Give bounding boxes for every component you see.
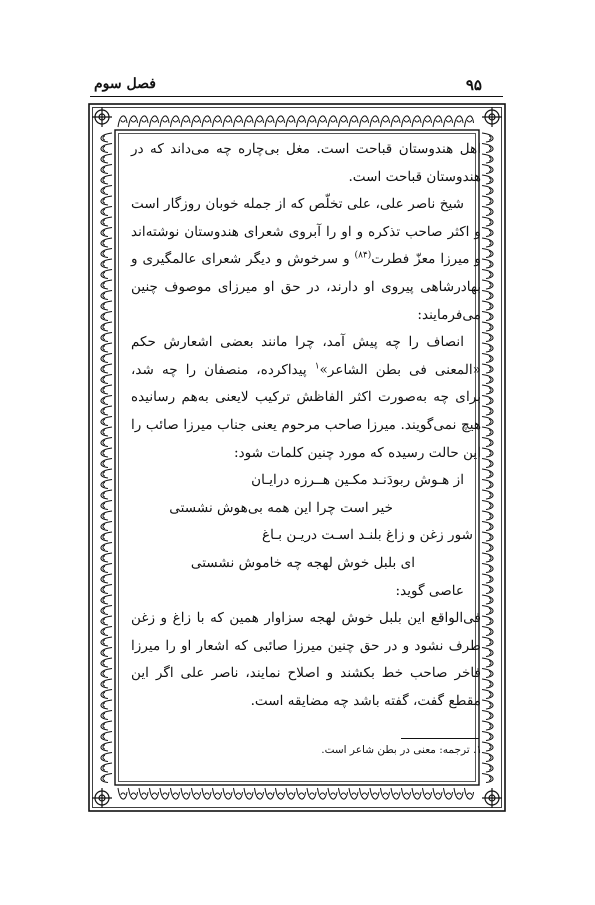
border-ornament (370, 788, 379, 799)
border-ornament (482, 606, 493, 615)
border-ornament (101, 301, 112, 310)
border-ornament (101, 427, 112, 436)
border-ornament (92, 788, 112, 808)
border-ornament (328, 788, 337, 799)
border-ornament (118, 788, 127, 799)
border-ornament (101, 532, 112, 541)
border-ornament (101, 774, 112, 783)
border-ornament (223, 788, 232, 799)
border-ornament (101, 511, 112, 520)
border-ornament (482, 364, 493, 373)
border-ornament (101, 438, 112, 447)
border-ornament (307, 116, 316, 127)
border-ornament (181, 788, 190, 799)
paragraph-3-head: انصاف را چه پیش آمد، چرا مانند بعضی اشعارش حکم «المعنی فی بطن الشاعر» (131, 334, 482, 378)
border-ornament (101, 459, 112, 468)
border-ornament (101, 711, 112, 720)
border-ornament (482, 669, 493, 678)
border-ornament (360, 788, 369, 799)
border-ornament (101, 175, 112, 184)
border-ornament (101, 165, 112, 174)
border-ornament (482, 637, 493, 646)
border-ornament (213, 116, 222, 127)
border-ornament (482, 480, 493, 489)
border-ornament (360, 116, 369, 127)
border-ornament (101, 742, 112, 751)
border-ornament (391, 788, 400, 799)
border-ornament (482, 291, 493, 300)
paragraph-2-text: شیخ ناصر علی، علی تخلّص که از جمله خوبان روزگار است و اکثر صاحب تذکره و او را آبروی شعرای هندوستان نوشته‌اند و میرزا معزّ فطرت (131, 196, 481, 268)
border-ornament (482, 553, 493, 562)
border-ornament (482, 753, 493, 762)
border-ornament (482, 312, 493, 321)
border-ornament (482, 711, 493, 720)
border-ornament (482, 354, 493, 363)
border-ornament (101, 501, 112, 510)
border-ornament (276, 116, 285, 127)
border-ornament (286, 788, 295, 799)
border-ornament (465, 116, 474, 127)
border-ornament (482, 679, 493, 688)
border-ornament (482, 301, 493, 310)
border-ornament (213, 788, 222, 799)
border-ornament (339, 788, 348, 799)
border-ornament (160, 116, 169, 127)
border-ornament (482, 343, 493, 352)
border-ornament (482, 133, 493, 142)
border-ornament (482, 280, 493, 289)
border-ornament (423, 116, 432, 127)
border-ornament (101, 690, 112, 699)
border-ornament (101, 648, 112, 657)
border-ornament (223, 116, 232, 127)
border-ornament (482, 175, 493, 184)
border-ornament (482, 501, 493, 510)
border-ornament (101, 669, 112, 678)
border-ornament (482, 259, 493, 268)
border-ornament (482, 574, 493, 583)
border-ornament (482, 448, 493, 457)
border-ornament (234, 788, 243, 799)
border-ornament (482, 154, 493, 163)
border-ornament (101, 133, 112, 142)
border-ornament (482, 322, 493, 331)
border-ornament (101, 385, 112, 394)
footnote: ۱. ترجمه: معنی در بطن شاعر است. (321, 744, 482, 756)
border-ornament (482, 522, 493, 531)
border-ornament (482, 406, 493, 415)
border-ornament (482, 774, 493, 783)
border-ornament (202, 788, 211, 799)
border-ornament (402, 116, 411, 127)
verse-line-1: از هـوش ربودَنـد مکـین هــرزه درایـان (251, 472, 464, 489)
border-ornament (297, 116, 306, 127)
border-ornament (139, 116, 148, 127)
paragraph-2-tail: و سرخوش و دیگر شعرای عالمگیری و بهادرشاهی پیروی او دارند، در حق او میرزای موصوف چنین می‌فرمایند: (131, 251, 481, 323)
border-ornament (101, 196, 112, 205)
border-ornament (101, 753, 112, 762)
border-ornament (482, 417, 493, 426)
border-ornament (118, 116, 127, 127)
border-ornament (412, 788, 421, 799)
border-ornament (454, 116, 463, 127)
border-ornament (482, 270, 493, 279)
border-ornament (276, 788, 285, 799)
border-ornament (255, 788, 264, 799)
border-ornament (482, 107, 502, 127)
border-ornament (482, 196, 493, 205)
border-ornament (286, 116, 295, 127)
border-ornament (101, 574, 112, 583)
border-ornament (101, 658, 112, 667)
paragraph-4: عاصی گوید: (395, 582, 464, 599)
border-ornament (482, 532, 493, 541)
border-ornament (482, 427, 493, 436)
border-ornament (234, 116, 243, 127)
border-ornament (101, 343, 112, 352)
border-ornament (482, 585, 493, 594)
border-ornament (255, 116, 264, 127)
border-ornament (101, 721, 112, 730)
border-ornament (482, 207, 493, 216)
border-ornament (101, 364, 112, 373)
border-ornament (101, 448, 112, 457)
border-ornament (482, 763, 493, 772)
border-ornament (101, 144, 112, 153)
page-body (131, 136, 481, 715)
border-ornament (482, 648, 493, 657)
border-ornament (482, 228, 493, 237)
footnote-rule (401, 738, 479, 739)
border-ornament (482, 385, 493, 394)
border-ornament (482, 511, 493, 520)
border-ornament (412, 116, 421, 127)
border-ornament (101, 406, 112, 415)
border-ornament (381, 116, 390, 127)
border-ornament (433, 116, 442, 127)
border-ornament (433, 788, 442, 799)
border-ornament (181, 116, 190, 127)
border-ornament (171, 788, 180, 799)
border-ornament (101, 238, 112, 247)
border-ornament (101, 333, 112, 342)
page-number: ۹۵ (465, 76, 482, 94)
border-ornament (101, 627, 112, 636)
border-ornament (244, 788, 253, 799)
border-ornament (482, 333, 493, 342)
border-ornament (101, 186, 112, 195)
border-ornament (482, 700, 493, 709)
border-ornament (150, 788, 159, 799)
border-ornament (402, 788, 411, 799)
border-ornament (482, 658, 493, 667)
border-ornament (101, 606, 112, 615)
border-ornament (482, 165, 493, 174)
border-ornament (444, 116, 453, 127)
border-ornament (101, 280, 112, 289)
border-ornament (307, 788, 316, 799)
border-ornament (101, 543, 112, 552)
border-ornament (318, 788, 327, 799)
border-ornament (444, 788, 453, 799)
border-ornament (101, 522, 112, 531)
paragraph-5: فی‌الواقع این بلبل خوش لهجه سزاوار همین که با زاغ و زغن طرف نشود و در حق چنین میرزا صائبی که اشعار او را میرزا فاخر صاحب خط بکشند و اصلاح نمایند، ناصر علی اگر این مقطع گفت، گفته باشد چه مضایقه است. (131, 610, 481, 709)
border-ornament (482, 238, 493, 247)
border-ornament (423, 788, 432, 799)
border-ornament (101, 312, 112, 321)
border-ornament (482, 186, 493, 195)
border-ornament (482, 742, 493, 751)
border-ornament (465, 788, 474, 799)
border-ornament (482, 627, 493, 636)
border-ornament (101, 637, 112, 646)
border-ornament (192, 116, 201, 127)
border-ornament (482, 690, 493, 699)
border-ornament (482, 438, 493, 447)
border-ornament (101, 700, 112, 709)
border-ornament (482, 469, 493, 478)
border-ornament (482, 543, 493, 552)
border-ornament (150, 116, 159, 127)
border-ornament (482, 217, 493, 226)
border-ornament (328, 116, 337, 127)
border-ornament (101, 417, 112, 426)
border-ornament (101, 207, 112, 216)
footnote-mark: ۱ (314, 361, 320, 372)
border-ornament (101, 763, 112, 772)
border-ornament (101, 259, 112, 268)
border-ornament (318, 116, 327, 127)
border-ornament (339, 116, 348, 127)
border-ornament (101, 679, 112, 688)
border-ornament (482, 595, 493, 604)
border-ornament (349, 116, 358, 127)
border-ornament (101, 154, 112, 163)
border-ornament (482, 144, 493, 153)
border-ornament (101, 616, 112, 625)
border-ornament (101, 553, 112, 562)
border-ornament (129, 116, 138, 127)
paragraph-1: اهل هندوستان قباحت است. مغل بی‌چاره چه می‌داند که در هندوستان قباحت است. (131, 141, 481, 185)
reference-mark: (۸۴) (354, 250, 372, 261)
verse-line-4: ای بلبل خوش لهجه چه خاموش نشستی (190, 554, 415, 571)
border-ornament (482, 375, 493, 384)
border-ornament (265, 788, 274, 799)
chapter-title: فصل سوم (94, 76, 156, 92)
border-ornament (202, 116, 211, 127)
border-ornament (101, 228, 112, 237)
border-ornament (101, 595, 112, 604)
border-ornament (101, 270, 112, 279)
verse-line-2: خیر است چرا این همه بی‌هوش نشستی (169, 499, 393, 516)
border-ornament (101, 322, 112, 331)
border-ornament (482, 788, 502, 808)
border-ornament (101, 375, 112, 384)
border-ornament (482, 732, 493, 741)
border-ornament (101, 732, 112, 741)
border-ornament (101, 480, 112, 489)
header-rule (90, 96, 503, 97)
border-ornament (101, 396, 112, 405)
border-ornament (101, 249, 112, 258)
border-ornament (482, 616, 493, 625)
border-ornament (129, 788, 138, 799)
border-ornament (160, 788, 169, 799)
border-ornament (101, 490, 112, 499)
border-ornament (101, 564, 112, 573)
border-ornament (297, 788, 306, 799)
paragraph-2 (131, 191, 481, 329)
border-ornament (482, 721, 493, 730)
border-ornament (381, 788, 390, 799)
border-ornament (265, 116, 274, 127)
border-ornament (482, 490, 493, 499)
border-ornament (482, 564, 493, 573)
border-ornament (482, 459, 493, 468)
border-ornament (101, 291, 112, 300)
border-ornament (482, 396, 493, 405)
paragraph-3-tail: پیداکرده، منصفان را چه شد، برای چه به‌صورت اکثر الفاظش ترکیب لایعنی به‌هم رسانیده هیچ نمی‌گویند. میرزا صاحب مرحوم یعنی جناب میرزا صائب را این حالت رسیده که مورد چنین کلمات شود: (131, 361, 481, 461)
border-ornament (171, 116, 180, 127)
border-ornament (139, 788, 148, 799)
border-ornament (349, 788, 358, 799)
border-ornament (391, 116, 400, 127)
verse-line-3: شور زغن و زاغ بلنـد اسـت دریـن بـاغ (261, 527, 473, 544)
border-ornament (482, 249, 493, 258)
paragraph-3 (131, 329, 481, 467)
border-ornament (101, 585, 112, 594)
border-ornament (101, 217, 112, 226)
border-ornament (92, 107, 112, 127)
border-ornament (192, 788, 201, 799)
border-ornament (101, 469, 112, 478)
border-ornament (370, 116, 379, 127)
border-ornament (454, 788, 463, 799)
border-ornament (101, 354, 112, 363)
border-ornament (244, 116, 253, 127)
